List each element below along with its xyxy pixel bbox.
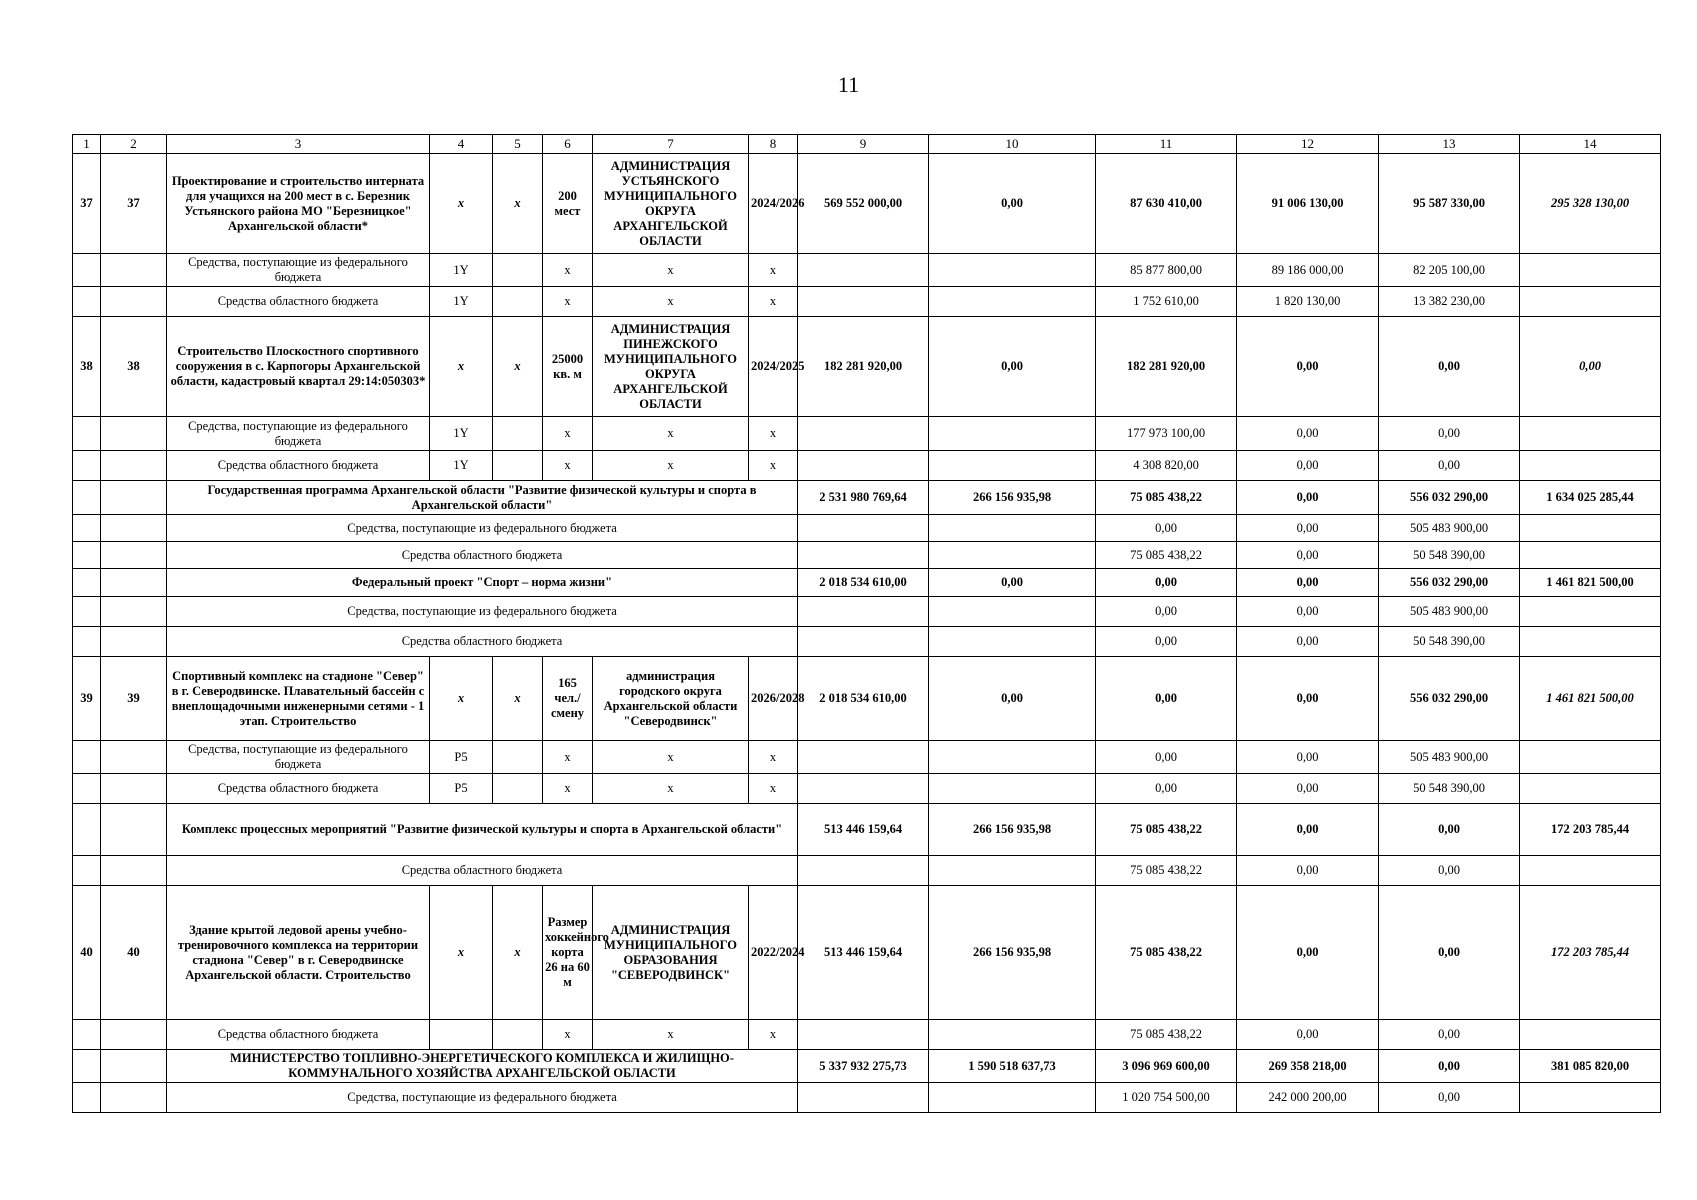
funding-source-cell: Средства областного бюджета: [167, 1020, 430, 1050]
total-row: [73, 569, 1661, 597]
amount-cell: 266 156 935,98: [929, 481, 1096, 515]
column-number-cell: 4: [430, 135, 493, 154]
amount-cell: 182 281 920,00: [1096, 317, 1237, 417]
row-number-cell: 38: [101, 317, 167, 417]
column-number-cell: 10: [929, 135, 1096, 154]
empty-cell: [101, 569, 167, 597]
amount-cell: 0,00: [1237, 741, 1379, 774]
amount-cell: 0,00: [1237, 1020, 1379, 1050]
period-cell: х: [749, 774, 798, 804]
column-number-cell: 2: [101, 135, 167, 154]
amount-cell: [1520, 1020, 1661, 1050]
amount-cell: [1520, 287, 1661, 317]
amount-cell: [929, 741, 1096, 774]
amount-cell: [929, 1083, 1096, 1113]
empty-cell: [101, 287, 167, 317]
amount-cell: [798, 287, 929, 317]
capacity-cell: 200 мест: [543, 154, 593, 254]
amount-cell: 513 446 159,64: [798, 804, 929, 856]
amount-cell: [929, 515, 1096, 542]
empty-cell: [73, 741, 101, 774]
funding-source-row: [73, 515, 1661, 542]
funding-source-cell: Средства, поступающие из федерального бюджета: [167, 1083, 798, 1113]
funding-source-row: [73, 1020, 1661, 1050]
capacity-cell: х: [543, 1020, 593, 1050]
amount-cell: 75 085 438,22: [1096, 856, 1237, 886]
code-cell: х: [493, 154, 543, 254]
project-row: [73, 886, 1661, 1020]
amount-cell: 0,00: [1096, 657, 1237, 741]
funding-source-cell: Средства областного бюджета: [167, 856, 798, 886]
amount-cell: 50 548 390,00: [1379, 542, 1520, 569]
code-cell: [493, 254, 543, 287]
amount-cell: [929, 254, 1096, 287]
page-number: 11: [837, 72, 860, 97]
row-number-cell: 39: [73, 657, 101, 741]
empty-cell: [101, 1020, 167, 1050]
project-row: [73, 154, 1661, 254]
amount-cell: 0,00: [1237, 597, 1379, 627]
empty-cell: [73, 1050, 101, 1083]
project-name-cell: Спортивный комплекс на стадионе "Север" в г. Северодвинске. Плавательный бассейн с внеплощадочными инженерными сетями - 1 этап. Строительство: [167, 657, 430, 741]
amount-cell: 182 281 920,00: [798, 317, 929, 417]
customer-cell: х: [593, 254, 749, 287]
amount-cell: 1 752 610,00: [1096, 287, 1237, 317]
amount-cell: [798, 451, 929, 481]
amount-cell: 0,00: [1237, 774, 1379, 804]
funding-source-cell: Средства, поступающие из федерального бюджета: [167, 597, 798, 627]
funding-source-cell: Средства областного бюджета: [167, 287, 430, 317]
amount-cell: 0,00: [1096, 515, 1237, 542]
period-cell: х: [749, 417, 798, 451]
empty-cell: [73, 481, 101, 515]
amount-cell: 0,00: [929, 154, 1096, 254]
amount-cell: [798, 597, 929, 627]
amount-cell: 266 156 935,98: [929, 886, 1096, 1020]
amount-cell: 177 973 100,00: [1096, 417, 1237, 451]
amount-cell: 0,00: [1379, 1050, 1520, 1083]
code-cell: [493, 451, 543, 481]
amount-cell: 295 328 130,00: [1520, 154, 1661, 254]
amount-cell: 0,00: [1237, 317, 1379, 417]
amount-cell: 1 820 130,00: [1237, 287, 1379, 317]
column-number-row: [73, 135, 1661, 154]
code-cell: 1Y: [430, 254, 493, 287]
column-number-cell: 11: [1096, 135, 1237, 154]
amount-cell: 4 308 820,00: [1096, 451, 1237, 481]
amount-cell: 0,00: [1379, 317, 1520, 417]
amount-cell: [1520, 741, 1661, 774]
amount-cell: [929, 1020, 1096, 1050]
amount-cell: 172 203 785,44: [1520, 804, 1661, 856]
period-cell: 2022/2024: [749, 886, 798, 1020]
funding-source-row: [73, 417, 1661, 451]
amount-cell: 1 461 821 500,00: [1520, 657, 1661, 741]
total-label-cell: МИНИСТЕРСТВО ТОПЛИВНО-ЭНЕРГЕТИЧЕСКОГО КОМПЛЕКСА И ЖИЛИЩНО-КОММУНАЛЬНОГО ХОЗЯЙСТВА АРХАНГЕЛЬСКОЙ ОБЛАСТИ: [167, 1050, 798, 1083]
amount-cell: 556 032 290,00: [1379, 569, 1520, 597]
amount-cell: 89 186 000,00: [1237, 254, 1379, 287]
amount-cell: 0,00: [1379, 1083, 1520, 1113]
amount-cell: 75 085 438,22: [1096, 542, 1237, 569]
empty-cell: [101, 451, 167, 481]
capacity-cell: х: [543, 417, 593, 451]
amount-cell: 50 548 390,00: [1379, 774, 1520, 804]
amount-cell: 0,00: [1379, 1020, 1520, 1050]
code-cell: х: [493, 657, 543, 741]
amount-cell: 0,00: [1237, 481, 1379, 515]
empty-cell: [101, 597, 167, 627]
amount-cell: 5 337 932 275,73: [798, 1050, 929, 1083]
code-cell: х: [430, 657, 493, 741]
period-cell: х: [749, 287, 798, 317]
amount-cell: [798, 627, 929, 657]
empty-cell: [101, 741, 167, 774]
amount-cell: 0,00: [1379, 417, 1520, 451]
code-cell: P5: [430, 741, 493, 774]
amount-cell: 2 018 534 610,00: [798, 657, 929, 741]
amount-cell: 75 085 438,22: [1096, 481, 1237, 515]
amount-cell: [929, 451, 1096, 481]
amount-cell: [1520, 542, 1661, 569]
code-cell: [430, 1020, 493, 1050]
amount-cell: 0,00: [1237, 451, 1379, 481]
empty-cell: [73, 597, 101, 627]
code-cell: 1Y: [430, 417, 493, 451]
amount-cell: [1520, 451, 1661, 481]
amount-cell: 87 630 410,00: [1096, 154, 1237, 254]
total-row: [73, 804, 1661, 856]
amount-cell: [1520, 417, 1661, 451]
column-number-cell: 13: [1379, 135, 1520, 154]
column-number-cell: 5: [493, 135, 543, 154]
amount-cell: [798, 774, 929, 804]
amount-cell: [798, 515, 929, 542]
amount-cell: 95 587 330,00: [1379, 154, 1520, 254]
empty-cell: [73, 542, 101, 569]
customer-cell: х: [593, 451, 749, 481]
amount-cell: 505 483 900,00: [1379, 515, 1520, 542]
code-cell: [493, 1020, 543, 1050]
customer-cell: х: [593, 1020, 749, 1050]
customer-cell: АДМИНИСТРАЦИЯ ПИНЕЖСКОГО МУНИЦИПАЛЬНОГО ОКРУГА АРХАНГЕЛЬСКОЙ ОБЛАСТИ: [593, 317, 749, 417]
funding-source-row: [73, 1083, 1661, 1113]
amount-cell: [798, 856, 929, 886]
period-cell: 2026/2028: [749, 657, 798, 741]
amount-cell: 0,00: [1237, 627, 1379, 657]
code-cell: [493, 417, 543, 451]
amount-cell: [798, 417, 929, 451]
amount-cell: [798, 542, 929, 569]
amount-cell: [929, 417, 1096, 451]
amount-cell: 1 020 754 500,00: [1096, 1083, 1237, 1113]
customer-cell: х: [593, 741, 749, 774]
amount-cell: 172 203 785,44: [1520, 886, 1661, 1020]
column-number-cell: 7: [593, 135, 749, 154]
amount-cell: 0,00: [1096, 774, 1237, 804]
amount-cell: 0,00: [1379, 804, 1520, 856]
amount-cell: [929, 597, 1096, 627]
empty-cell: [73, 287, 101, 317]
column-number-cell: 3: [167, 135, 430, 154]
amount-cell: [929, 542, 1096, 569]
column-number-cell: 12: [1237, 135, 1379, 154]
column-number-cell: 9: [798, 135, 929, 154]
capacity-cell: х: [543, 254, 593, 287]
empty-cell: [101, 515, 167, 542]
code-cell: х: [430, 886, 493, 1020]
amount-cell: 269 358 218,00: [1237, 1050, 1379, 1083]
empty-cell: [73, 254, 101, 287]
empty-cell: [101, 774, 167, 804]
project-name-cell: Строительство Плоскостного спортивного сооружения в с. Карпогоры Архангельской области, кадастровый квартал 29:14:050303*: [167, 317, 430, 417]
customer-cell: х: [593, 774, 749, 804]
empty-cell: [73, 856, 101, 886]
empty-cell: [101, 627, 167, 657]
amount-cell: 0,00: [1520, 317, 1661, 417]
amount-cell: [929, 287, 1096, 317]
funding-source-cell: Средства областного бюджета: [167, 451, 430, 481]
amount-cell: 0,00: [1096, 627, 1237, 657]
code-cell: х: [430, 154, 493, 254]
empty-cell: [73, 774, 101, 804]
total-row: [73, 481, 1661, 515]
period-cell: х: [749, 741, 798, 774]
funding-source-row: [73, 774, 1661, 804]
funding-source-cell: Средства, поступающие из федерального бюджета: [167, 515, 798, 542]
column-number-cell: 6: [543, 135, 593, 154]
funding-source-row: [73, 627, 1661, 657]
amount-cell: 75 085 438,22: [1096, 886, 1237, 1020]
amount-cell: [1520, 597, 1661, 627]
amount-cell: [1520, 856, 1661, 886]
total-label-cell: Государственная программа Архангельской области "Развитие физической культуры и спорта в Архангельской области": [167, 481, 798, 515]
amount-cell: [1520, 1083, 1661, 1113]
funding-source-row: [73, 451, 1661, 481]
project-name-cell: Здание крытой ледовой арены учебно-тренировочного комплекса на территории стадиона "Север" в г. Северодвинске Архангельской области. Строительство: [167, 886, 430, 1020]
funding-source-cell: Средства, поступающие из федерального бюджета: [167, 254, 430, 287]
capacity-cell: х: [543, 451, 593, 481]
funding-source-row: [73, 741, 1661, 774]
code-cell: х: [430, 317, 493, 417]
empty-cell: [73, 804, 101, 856]
funding-source-row: [73, 542, 1661, 569]
amount-cell: 381 085 820,00: [1520, 1050, 1661, 1083]
amount-cell: 0,00: [1379, 856, 1520, 886]
amount-cell: 569 552 000,00: [798, 154, 929, 254]
amount-cell: [1520, 774, 1661, 804]
capacity-cell: х: [543, 774, 593, 804]
empty-cell: [73, 515, 101, 542]
funding-source-row: [73, 254, 1661, 287]
customer-cell: АДМИНИСТРАЦИЯ МУНИЦИПАЛЬНОГО ОБРАЗОВАНИЯ "СЕВЕРОДВИНСК": [593, 886, 749, 1020]
funding-source-cell: Средства областного бюджета: [167, 774, 430, 804]
amount-cell: 2 531 980 769,64: [798, 481, 929, 515]
funding-source-cell: Средства, поступающие из федерального бюджета: [167, 417, 430, 451]
amount-cell: 556 032 290,00: [1379, 481, 1520, 515]
empty-cell: [101, 254, 167, 287]
code-cell: х: [493, 886, 543, 1020]
code-cell: 1Y: [430, 451, 493, 481]
amount-cell: 513 446 159,64: [798, 886, 929, 1020]
row-number-cell: 40: [101, 886, 167, 1020]
period-cell: х: [749, 451, 798, 481]
amount-cell: 0,00: [929, 657, 1096, 741]
funding-source-cell: Средства областного бюджета: [167, 627, 798, 657]
amount-cell: 1 634 025 285,44: [1520, 481, 1661, 515]
amount-cell: 0,00: [1096, 569, 1237, 597]
empty-cell: [101, 1050, 167, 1083]
funding-source-row: [73, 856, 1661, 886]
amount-cell: 75 085 438,22: [1096, 804, 1237, 856]
amount-cell: [798, 741, 929, 774]
amount-cell: 242 000 200,00: [1237, 1083, 1379, 1113]
amount-cell: [798, 1020, 929, 1050]
code-cell: [493, 741, 543, 774]
amount-cell: 82 205 100,00: [1379, 254, 1520, 287]
code-cell: [493, 774, 543, 804]
amount-cell: 0,00: [1379, 886, 1520, 1020]
amount-cell: 13 382 230,00: [1379, 287, 1520, 317]
empty-cell: [73, 627, 101, 657]
row-number-cell: 40: [73, 886, 101, 1020]
amount-cell: 1 461 821 500,00: [1520, 569, 1661, 597]
total-row: [73, 1050, 1661, 1083]
column-number-cell: 8: [749, 135, 798, 154]
amount-cell: [1520, 254, 1661, 287]
capacity-cell: х: [543, 287, 593, 317]
column-number-cell: 1: [73, 135, 101, 154]
capacity-cell: 25000 кв. м: [543, 317, 593, 417]
code-cell: [493, 287, 543, 317]
amount-cell: 505 483 900,00: [1379, 597, 1520, 627]
amount-cell: 3 096 969 600,00: [1096, 1050, 1237, 1083]
period-cell: 2024/2026: [749, 154, 798, 254]
amount-cell: 0,00: [1096, 597, 1237, 627]
period-cell: х: [749, 254, 798, 287]
amount-cell: 0,00: [1237, 856, 1379, 886]
amount-cell: 0,00: [1237, 417, 1379, 451]
amount-cell: 0,00: [1237, 804, 1379, 856]
amount-cell: 556 032 290,00: [1379, 657, 1520, 741]
capacity-cell: 165 чел./смену: [543, 657, 593, 741]
amount-cell: 0,00: [1237, 515, 1379, 542]
amount-cell: [1520, 515, 1661, 542]
row-number-cell: 37: [73, 154, 101, 254]
customer-cell: х: [593, 417, 749, 451]
funding-source-cell: Средства областного бюджета: [167, 542, 798, 569]
amount-cell: 0,00: [929, 317, 1096, 417]
project-row: [73, 317, 1661, 417]
row-number-cell: 37: [101, 154, 167, 254]
amount-cell: 505 483 900,00: [1379, 741, 1520, 774]
budget-table: [72, 134, 1661, 1113]
empty-cell: [73, 1020, 101, 1050]
amount-cell: 0,00: [1379, 451, 1520, 481]
row-number-cell: 38: [73, 317, 101, 417]
code-cell: P5: [430, 774, 493, 804]
funding-source-row: [73, 287, 1661, 317]
project-name-cell: Проектирование и строительство интерната для учащихся на 200 мест в с. Березник Устьянского района МО "Березницкое" Архангельской области*: [167, 154, 430, 254]
amount-cell: 2 018 534 610,00: [798, 569, 929, 597]
total-label-cell: Комплекс процессных мероприятий "Развитие физической культуры и спорта в Архангельской области": [167, 804, 798, 856]
amount-cell: [1520, 627, 1661, 657]
total-label-cell: Федеральный проект "Спорт – норма жизни": [167, 569, 798, 597]
amount-cell: 0,00: [1237, 886, 1379, 1020]
column-number-cell: 14: [1520, 135, 1661, 154]
capacity-cell: х: [543, 741, 593, 774]
amount-cell: [798, 1083, 929, 1113]
row-number-cell: 39: [101, 657, 167, 741]
amount-cell: 75 085 438,22: [1096, 1020, 1237, 1050]
code-cell: 1Y: [430, 287, 493, 317]
amount-cell: 1 590 518 637,73: [929, 1050, 1096, 1083]
code-cell: х: [493, 317, 543, 417]
amount-cell: 91 006 130,00: [1237, 154, 1379, 254]
customer-cell: х: [593, 287, 749, 317]
empty-cell: [73, 417, 101, 451]
empty-cell: [73, 1083, 101, 1113]
capacity-cell: Размер хоккейного корта 26 на 60 м: [543, 886, 593, 1020]
amount-cell: 0,00: [929, 569, 1096, 597]
funding-source-cell: Средства, поступающие из федерального бюджета: [167, 741, 430, 774]
amount-cell: 0,00: [1237, 542, 1379, 569]
amount-cell: 85 877 800,00: [1096, 254, 1237, 287]
funding-source-row: [73, 597, 1661, 627]
amount-cell: 266 156 935,98: [929, 804, 1096, 856]
amount-cell: [929, 856, 1096, 886]
amount-cell: 0,00: [1096, 741, 1237, 774]
period-cell: 2024/2025: [749, 317, 798, 417]
empty-cell: [101, 542, 167, 569]
empty-cell: [101, 481, 167, 515]
empty-cell: [73, 451, 101, 481]
empty-cell: [101, 804, 167, 856]
empty-cell: [101, 1083, 167, 1113]
empty-cell: [101, 417, 167, 451]
amount-cell: 50 548 390,00: [1379, 627, 1520, 657]
customer-cell: АДМИНИСТРАЦИЯ УСТЬЯНСКОГО МУНИЦИПАЛЬНОГО ОКРУГА АРХАНГЕЛЬСКОЙ ОБЛАСТИ: [593, 154, 749, 254]
amount-cell: 0,00: [1237, 569, 1379, 597]
empty-cell: [101, 856, 167, 886]
project-row: [73, 657, 1661, 741]
empty-cell: [73, 569, 101, 597]
amount-cell: [929, 627, 1096, 657]
amount-cell: 0,00: [1237, 657, 1379, 741]
period-cell: х: [749, 1020, 798, 1050]
amount-cell: [929, 774, 1096, 804]
amount-cell: [798, 254, 929, 287]
customer-cell: администрация городского округа Архангельской области "Северодвинск": [593, 657, 749, 741]
